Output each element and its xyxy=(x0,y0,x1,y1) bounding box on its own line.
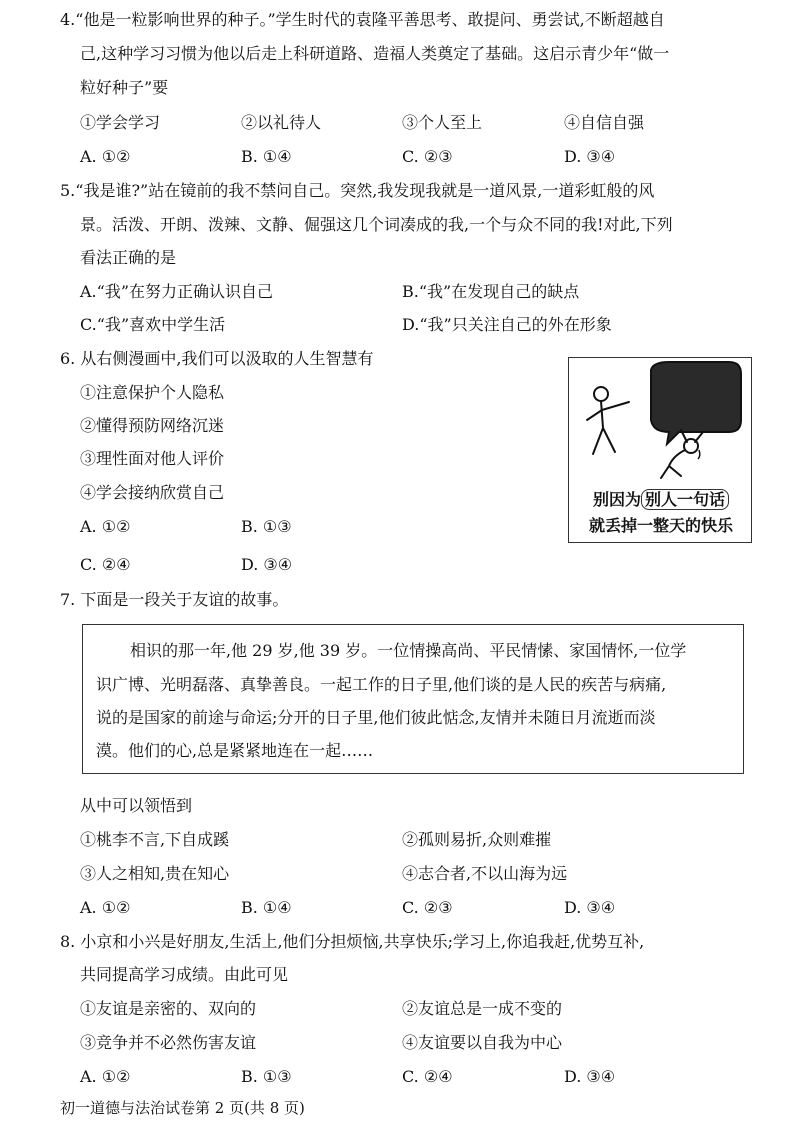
q5-option-b[interactable]: B.“我”在发现自己的缺点 xyxy=(402,282,580,301)
q7-stem: 7. 下面是一段关于友谊的故事。 xyxy=(60,590,289,609)
q7-item-2: ②孤则易折,众则难摧 xyxy=(402,830,552,849)
q8-option-c[interactable]: C. ②④ xyxy=(402,1067,453,1086)
q4-option-a[interactable]: A. ①② xyxy=(80,147,131,166)
q7-option-d[interactable]: D. ③④ xyxy=(564,898,616,917)
cartoon-panel xyxy=(568,357,752,543)
q5-stem-line-3: 看法正确的是 xyxy=(80,248,177,267)
q6-option-a[interactable]: A. ①② xyxy=(80,517,131,536)
q7-option-a[interactable]: A. ①② xyxy=(80,898,131,917)
q4-stem-line-2: 己,这种学习习惯为他以后走上科研道路、造福人类奠定了基础。这启示青少年“做一 xyxy=(80,44,670,63)
q4-option-b[interactable]: B. ①④ xyxy=(241,147,292,166)
q8-item-4: ④友谊要以自我为中心 xyxy=(402,1033,563,1052)
q5-stem-line-1: 5.“我是谁?”站在镜前的我不禁问自己。突然,我发现我就是一道风景,一道彩虹般的风 xyxy=(60,181,655,200)
q7-passage-line-2: 识广博、光明磊落、真挚善良。一起工作的日子里,他们谈的是人民的疾苦与病痛, xyxy=(96,675,667,694)
q4-item-1: ①学会学习 xyxy=(80,113,161,132)
q7-passage-line-1: 相识的那一年,他 29 岁,他 39 岁。一位情操高尚、平民情愫、家国情怀,一位学 xyxy=(130,641,687,660)
q8-option-a[interactable]: A. ①② xyxy=(80,1067,131,1086)
cartoon-caption-line-1 xyxy=(569,490,753,510)
q8-stem-line-1: 8. 小京和小兴是好朋友,生活上,他们分担烦恼,共享快乐;学习上,你追我赶,优势互补, xyxy=(60,932,645,951)
q8-item-1: ①友谊是亲密的、双向的 xyxy=(80,999,257,1018)
q8-item-3: ③竞争并不必然伤害友谊 xyxy=(80,1033,257,1052)
q4-stem-line-3: 粒好种子”要 xyxy=(80,78,169,97)
q4-stem-line-1: 4.“他是一粒影响世界的种子。”学生时代的袁隆平善思考、敢提问、勇尝试,不断超越自 xyxy=(60,10,665,29)
q5-stem-line-2: 景。活泼、开朗、泼辣、文静、倔强这几个词凑成的我,一个与众不同的我!对此,下列 xyxy=(80,215,673,234)
q7-passage-line-3: 说的是国家的前途与命运;分开的日子里,他们彼此惦念,友情并未随日月流逝而淡 xyxy=(96,708,656,727)
q5-option-d[interactable]: D.“我”只关注自己的外在形象 xyxy=(402,315,612,334)
q6-item-1: ①注意保护个人隐私 xyxy=(80,383,225,402)
q8-item-2: ②友谊总是一成不变的 xyxy=(402,999,563,1018)
q7-prompt: 从中可以领悟到 xyxy=(80,796,193,815)
q6-item-3: ③理性面对他人评价 xyxy=(80,449,225,468)
page-footer: 初一道德与法治试卷第 2 页(共 8 页) xyxy=(60,1099,305,1117)
q8-option-d[interactable]: D. ③④ xyxy=(564,1067,616,1086)
q6-option-b[interactable]: B. ①③ xyxy=(241,517,292,536)
q4-item-4: ④自信自强 xyxy=(564,113,645,132)
cartoon-illustration xyxy=(569,358,751,488)
q4-option-d[interactable]: D. ③④ xyxy=(564,147,616,166)
q6-stem: 6. 从右侧漫画中,我们可以汲取的人生智慧有 xyxy=(60,349,374,368)
q8-option-b[interactable]: B. ①③ xyxy=(241,1067,292,1086)
cartoon-caption-pre: 别因为 xyxy=(592,490,641,509)
q5-option-a[interactable]: A.“我”在努力正确认识自己 xyxy=(80,282,274,301)
cartoon-caption-boxed: 别人一句话 xyxy=(641,489,729,510)
q6-option-d[interactable]: D. ③④ xyxy=(241,555,293,574)
q7-option-b[interactable]: B. ①④ xyxy=(241,898,292,917)
cartoon-caption-line-2: 就丢掉一整天的快乐 xyxy=(588,516,733,535)
q4-item-2: ②以礼待人 xyxy=(241,113,322,132)
q8-stem-line-2: 共同提高学习成绩。由此可见 xyxy=(80,965,289,984)
q7-item-3: ③人之相知,贵在知心 xyxy=(80,864,230,883)
q6-item-2: ②懂得预防网络沉迷 xyxy=(80,416,225,435)
q7-option-c[interactable]: C. ②③ xyxy=(402,898,453,917)
q7-item-1: ①桃李不言,下自成蹊 xyxy=(80,830,230,849)
q6-item-4: ④学会接纳欣赏自己 xyxy=(80,483,225,502)
q7-item-4: ④志合者,不以山海为远 xyxy=(402,864,568,883)
q4-option-c[interactable]: C. ②③ xyxy=(402,147,453,166)
q6-option-c[interactable]: C. ②④ xyxy=(80,555,131,574)
q4-item-3: ③个人至上 xyxy=(402,113,483,132)
q7-passage-line-4: 漠。他们的心,总是紧紧地连在一起…… xyxy=(96,741,374,760)
q5-option-c[interactable]: C.“我”喜欢中学生活 xyxy=(80,315,226,334)
